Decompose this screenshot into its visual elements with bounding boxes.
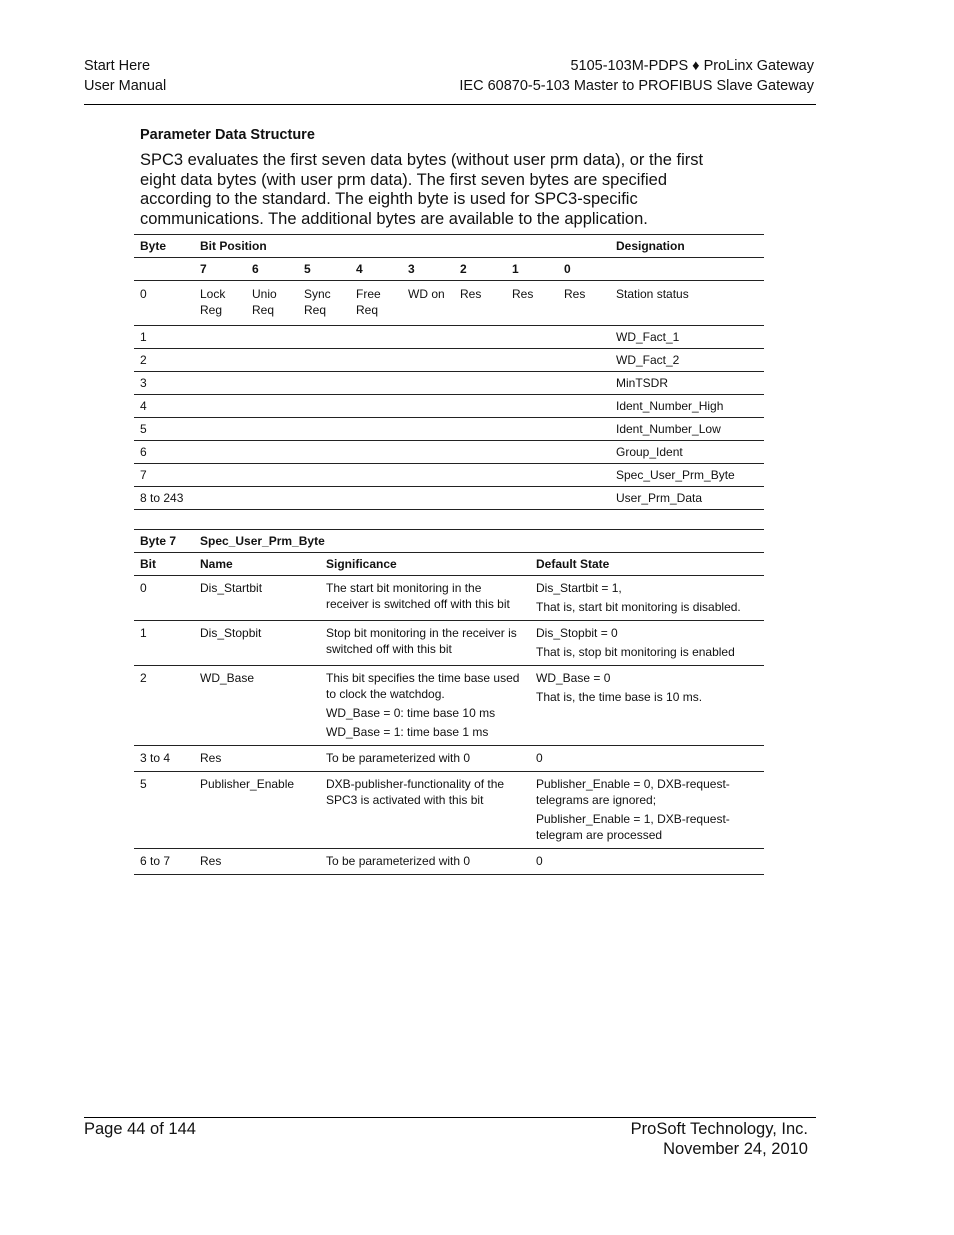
designation-cell: Ident_Number_High (610, 395, 764, 418)
header-designation: Designation (610, 235, 764, 258)
default-cell: WD_Base = 0 That is, the time base is 10 ms. (530, 666, 764, 746)
table-row (134, 349, 764, 372)
name-cell: Dis_Stopbit (194, 621, 320, 666)
bit-cell: 0 (134, 576, 194, 621)
significance-cell: This bit specifies the time base used to clock the watchdog. WD_Base = 0: time base 10 ms WD_Base = 1: time base 1 ms (320, 666, 530, 746)
table-title-row (134, 530, 764, 553)
byte-cell: 3 (134, 372, 194, 395)
table-row (134, 487, 764, 510)
table-row (134, 441, 764, 464)
significance-cell: DXB-publisher-functionality of the SPC3 is activated with this bit (320, 772, 530, 849)
name-cell: Dis_Startbit (194, 576, 320, 621)
byte-cell: 2 (134, 349, 194, 372)
name-cell: Publisher_Enable (194, 772, 320, 849)
header-product-description: IEC 60870-5-103 Master to PROFIBUS Slave Gateway (459, 77, 814, 94)
bit-cell: 2 (134, 666, 194, 746)
footer-date: November 24, 2010 (663, 1139, 808, 1158)
bit-label: 6 (246, 258, 298, 281)
bit-label: 1 (506, 258, 558, 281)
default-cell: 0 (530, 849, 764, 875)
table-header-row (134, 553, 764, 576)
table-row (134, 772, 764, 849)
header-name: Name (194, 553, 320, 576)
bit-cell: Sync Req (298, 281, 350, 326)
bit-cell: Free Req (350, 281, 402, 326)
parameter-data-table (134, 234, 764, 510)
table-row (134, 418, 764, 441)
bit-label: 4 (350, 258, 402, 281)
default-cell: Dis_Stopbit = 0 That is, stop bit monitoring is enabled (530, 621, 764, 666)
byte-cell: 8 to 243 (134, 487, 194, 510)
significance-cell: Stop bit monitoring in the receiver is switched off with this bit (320, 621, 530, 666)
byte-cell: 0 (134, 281, 194, 326)
table-row (134, 666, 764, 746)
bit-cell: Res (558, 281, 610, 326)
header-significance: Significance (320, 553, 530, 576)
bit-cell: Lock Reg (194, 281, 246, 326)
bit-label: 0 (558, 258, 610, 281)
bit-cell: 5 (134, 772, 194, 849)
name-cell: Res (194, 849, 320, 875)
page-header-left (84, 57, 166, 96)
significance-cell: The start bit monitoring in the receiver is switched off with this bit (320, 576, 530, 621)
bit-cell: 3 to 4 (134, 746, 194, 772)
header-byte: Byte (134, 235, 194, 258)
bit-label: 2 (454, 258, 506, 281)
designation-cell: Ident_Number_Low (610, 418, 764, 441)
table-row (134, 395, 764, 418)
spec-user-prm-byte-table (134, 529, 764, 875)
designation-cell: Spec_User_Prm_Byte (610, 464, 764, 487)
byte-cell: 7 (134, 464, 194, 487)
designation-cell: WD_Fact_2 (610, 349, 764, 372)
header-product: 5105-103M-PDPS ♦ ProLinx Gateway (570, 58, 814, 74)
intro-paragraph: SPC3 evaluates the first seven data bytes (without user prm data), or the first eight data bytes (with user prm data). The first seven bytes are specified according to the standard. The eighth byte is used for SPC3-specific communications. The additional bytes are available to the application. (140, 151, 704, 228)
bit-label: 5 (298, 258, 350, 281)
designation-cell: WD_Fact_1 (610, 326, 764, 349)
bit-cell: 6 to 7 (134, 849, 194, 875)
byte-cell: 1 (134, 326, 194, 349)
table-header-row (134, 235, 764, 258)
table-row (134, 621, 764, 666)
bit-cell: Unio Req (246, 281, 298, 326)
table-row (134, 281, 764, 326)
header-divider (84, 104, 816, 105)
name-cell: WD_Base (194, 666, 320, 746)
table-row (134, 464, 764, 487)
table-title-byte: Byte 7 (134, 530, 194, 553)
designation-cell: Station status (610, 281, 764, 326)
bit-cell: 1 (134, 621, 194, 666)
page-header-right (459, 57, 814, 96)
table-row (134, 326, 764, 349)
header-doc-type: Start Here (84, 58, 151, 74)
bit-label: 7 (194, 258, 246, 281)
footer-company: ProSoft Technology, Inc. (630, 1120, 808, 1138)
bit-number-row (134, 258, 764, 281)
header-default-state: Default State (530, 553, 764, 576)
name-cell: Res (194, 746, 320, 772)
header-bit: Bit (134, 553, 194, 576)
default-cell: 0 (530, 746, 764, 772)
default-cell: Dis_Startbit = 1, That is, start bit monitoring is disabled. (530, 576, 764, 621)
designation-cell: MinTSDR (610, 372, 764, 395)
page-number: Page 44 of 144 (84, 1120, 196, 1138)
significance-cell: To be parameterized with 0 (320, 849, 530, 875)
bit-cell: WD on (402, 281, 454, 326)
page-footer-right (631, 1120, 808, 1159)
byte-cell: 6 (134, 441, 194, 464)
designation-cell: User_Prm_Data (610, 487, 764, 510)
bit-cell: Res (454, 281, 506, 326)
table-row (134, 576, 764, 621)
footer-divider (84, 1117, 816, 1118)
table-row (134, 746, 764, 772)
table-row (134, 849, 764, 875)
default-cell: Publisher_Enable = 0, DXB-request-telegrams are ignored; Publisher_Enable = 1, DXB-request-telegram are processed (530, 772, 764, 849)
byte-cell: 4 (134, 395, 194, 418)
header-manual-type: User Manual (84, 77, 167, 94)
table-row (134, 372, 764, 395)
header-bit-position: Bit Position (194, 235, 610, 258)
bit-label: 3 (402, 258, 454, 281)
byte-cell: 5 (134, 418, 194, 441)
bit-cell: Res (506, 281, 558, 326)
significance-cell: To be parameterized with 0 (320, 746, 530, 772)
designation-cell: Group_Ident (610, 441, 764, 464)
section-title: Parameter Data Structure (140, 127, 315, 143)
table-title-name: Spec_User_Prm_Byte (194, 530, 764, 553)
